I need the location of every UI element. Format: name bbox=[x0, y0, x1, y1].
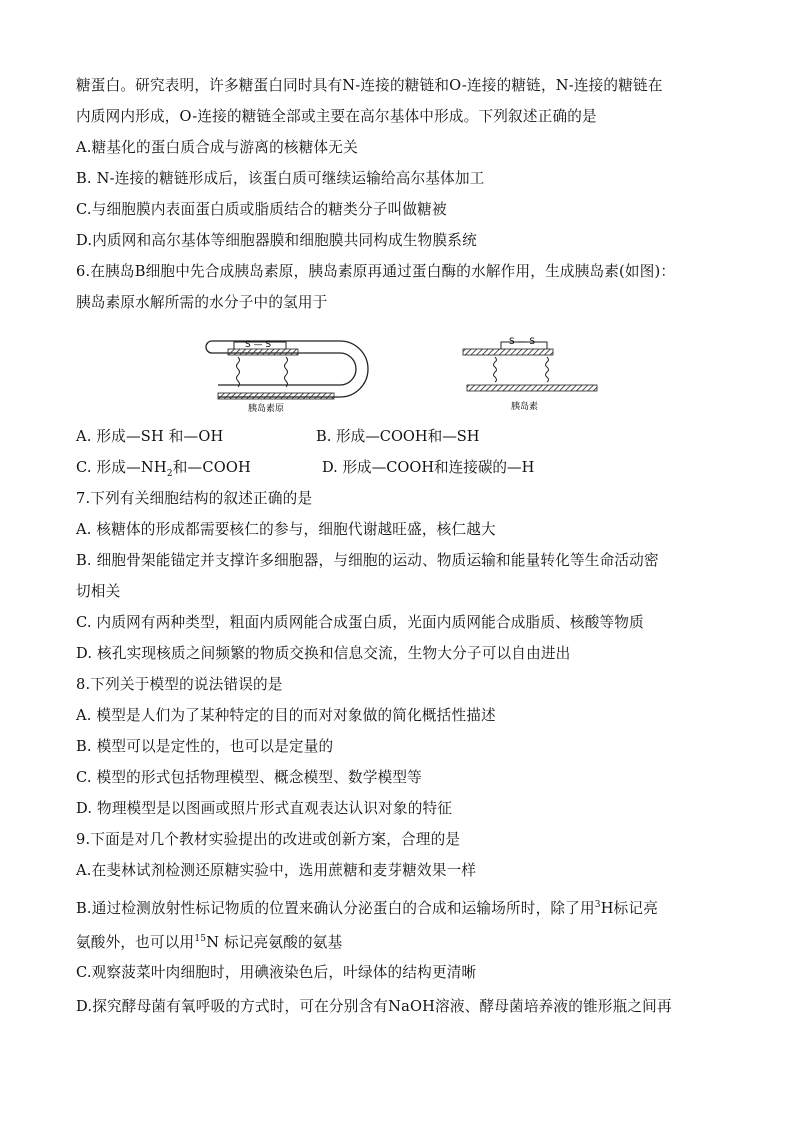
q8-option-a: A. 模型是人们为了某种特定的目的而对对象做的简化概括性描述 bbox=[76, 707, 496, 724]
intro-line-1: 糖蛋白。研究表明，许多糖蛋白同时具有N-连接的糖链和O-连接的糖链，N-连接的糖链在 bbox=[76, 77, 663, 94]
ss-bond-label-right: S — S bbox=[509, 337, 536, 347]
q8-option-c: C. 模型的形式包括物理模型、概念模型、数学模型等 bbox=[76, 769, 422, 786]
q7-option-b-line-2: 切相关 bbox=[76, 583, 121, 600]
q9-option-b-line-1: B.通过检测放射性标记物质的位置来确认分泌蛋白的合成和运输场所时，除了用$^3$H标记亮 bbox=[76, 899, 659, 917]
proinsulin-figure bbox=[190, 325, 370, 413]
insulin-figure bbox=[455, 325, 615, 413]
q6-option-d: D. 形成—COOH和连接碳的—H bbox=[322, 459, 535, 476]
intro-line-2: 内质网内形成，O-连接的糖链全部或主要在高尔基体中形成。下列叙述正确的是 bbox=[76, 108, 597, 125]
b-chain bbox=[463, 349, 553, 355]
insulin-caption: 胰岛素 bbox=[511, 402, 539, 412]
q7-stem: 7.下列有关细胞结构的叙述正确的是 bbox=[76, 490, 313, 507]
q7-option-d: D. 核孔实现核质之间频繁的物质交换和信息交流，生物大分子可以自由进出 bbox=[76, 645, 571, 662]
q8-stem: 8.下列关于模型的说法错误的是 bbox=[76, 676, 283, 693]
a-chain bbox=[218, 393, 334, 399]
q8-option-d: D. 物理模型是以图画或照片形式直观表达认识对象的特征 bbox=[76, 800, 453, 817]
q7-option-a: A. 核糖体的形成都需要核仁的参与，细胞代谢越旺盛，核仁越大 bbox=[76, 521, 496, 538]
q7-option-b-line-1: B. 细胞骨架能锚定并支撑许多细胞器，与细胞的运动、物质运输和能量转化等生命活动密 bbox=[76, 552, 659, 569]
q9-option-a: A.在斐林试剂检测还原糖实验中，选用蔗糖和麦芽糖效果一样 bbox=[76, 862, 477, 879]
q5-option-b: B. N-连接的糖链形成后，该蛋白质可继续运输给高尔基体加工 bbox=[76, 170, 485, 187]
q9-option-d: D.探究酵母菌有氧呼吸的方式时，可在分别含有NaOH溶液、酵母菌培养液的锥形瓶之间再 bbox=[76, 998, 672, 1015]
q8-option-b: B. 模型可以是定性的，也可以是定量的 bbox=[76, 738, 334, 755]
q6-option-c: C. 形成$—NH_2$和—COOH bbox=[76, 459, 251, 479]
q9-option-b-line-2: 氨酸外，也可以用$^{15}$N 标记亮氨酸的氨基 bbox=[76, 933, 343, 951]
q6-option-b: B. 形成—COOH和—SH bbox=[316, 428, 480, 445]
a-chain bbox=[467, 385, 597, 391]
q6-stem-line-1: 6.在胰岛B细胞中先合成胰岛素原，胰岛素原再通过蛋白酶的水解作用，生成胰岛素(如图)： bbox=[76, 263, 676, 280]
q7-option-c: C. 内质网有两种类型，粗面内质网能合成蛋白质，光面内质网能合成脂质、核酸等物质 bbox=[76, 614, 644, 631]
q9-stem: 9.下面是对几个教材实验提出的改进或创新方案，合理的是 bbox=[76, 831, 461, 848]
q5-option-a: A.糖基化的蛋白质合成与游离的核糖体无关 bbox=[76, 139, 358, 156]
q5-option-c: C.与细胞膜内表面蛋白质或脂质结合的糖类分子叫做糖被 bbox=[76, 201, 447, 218]
q5-option-d: D.内质网和高尔基体等细胞器膜和细胞膜共同构成生物膜系统 bbox=[76, 232, 477, 249]
proinsulin-caption: 胰岛素原 bbox=[248, 404, 285, 413]
q6-option-a: A. 形成—SH 和—OH bbox=[76, 428, 224, 445]
ss-bond-label-left: S — S bbox=[245, 340, 272, 350]
q9-option-c: C.观察菠菜叶肉细胞时，用碘液染色后，叶绿体的结构更清晰 bbox=[76, 964, 477, 981]
q6-stem-line-2: 胰岛素原水解所需的水分子中的氢用于 bbox=[76, 294, 328, 311]
